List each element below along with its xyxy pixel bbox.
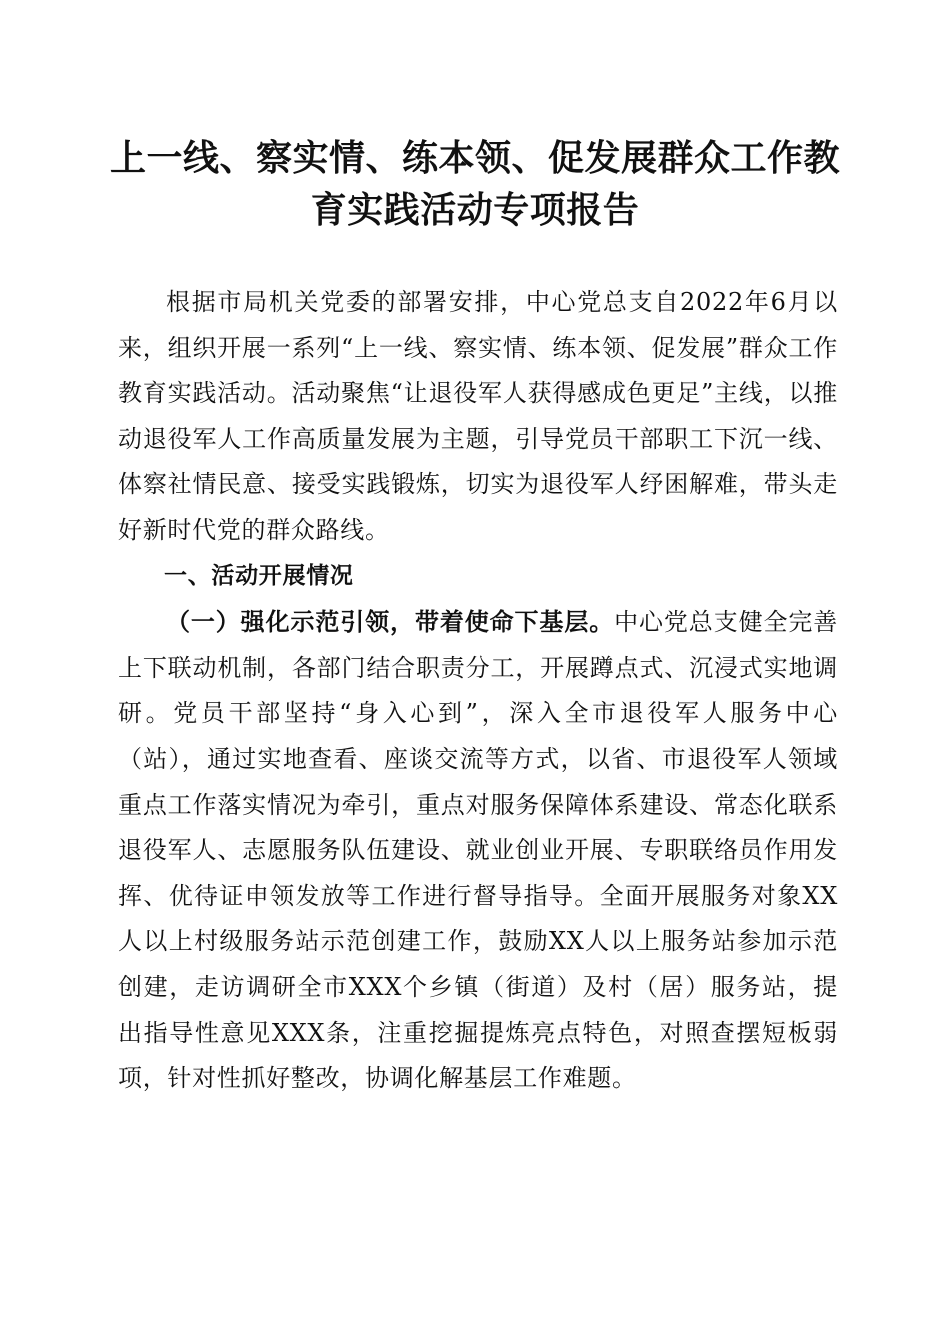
subsection-body: 中心党总支健全完善上下联动机制，各部门结合职责分工，开展蹲点式、沉浸式实地调研。党员干部坚持“身入心到”，深入全市退役军人服务中心（站），通过实地查看、座谈交流等方式，以省、市退役军人领域重点工作落实情况为牵引，重点对服务保障体系建设、常态化联系退役军人、志愿服务队伍建设、就业创业开展、专职联络员作用发挥、优待证申领发放等工作进行督导指导。全面开展服务对象XX人以上村级服务站示范创建工作，鼓励XX人以上服务站参加示范创建，走访调研全市XXX个乡镇（街道）及村（居）服务站，提出指导性意见XXX条，注重挖掘提炼亮点特色，对照查摆短板弱项，针对性抓好整改，协调化解基层工作难题。 (118, 608, 838, 1093)
title-line-2: 育实践活动专项报告 (310, 189, 640, 231)
document-title (110, 132, 840, 236)
subsection-paragraph (118, 599, 838, 1102)
document-body (118, 280, 838, 1102)
intro-paragraph: 根据市局机关党委的部署安排，中心党总支自2022年6月以来，组织开展一系列“上一线、察实情、练本领、促发展”群众工作教育实践活动。活动聚焦“让退役军人获得感成色更足”主线，以推动退役军人工作高质量发展为主题，引导党员干部职工下沉一线、体察社情民意、接受实践锻炼，切实为退役军人纾困解难，带头走好新时代党的群众路线。 (118, 288, 838, 544)
subsection-lead: （一）强化示范引领，带着使命下基层。 (166, 607, 615, 637)
section-heading: 一、活动开展情况 (164, 562, 354, 589)
title-line-1: 上一线、察实情、练本领、促发展群众工作教 (110, 137, 841, 179)
